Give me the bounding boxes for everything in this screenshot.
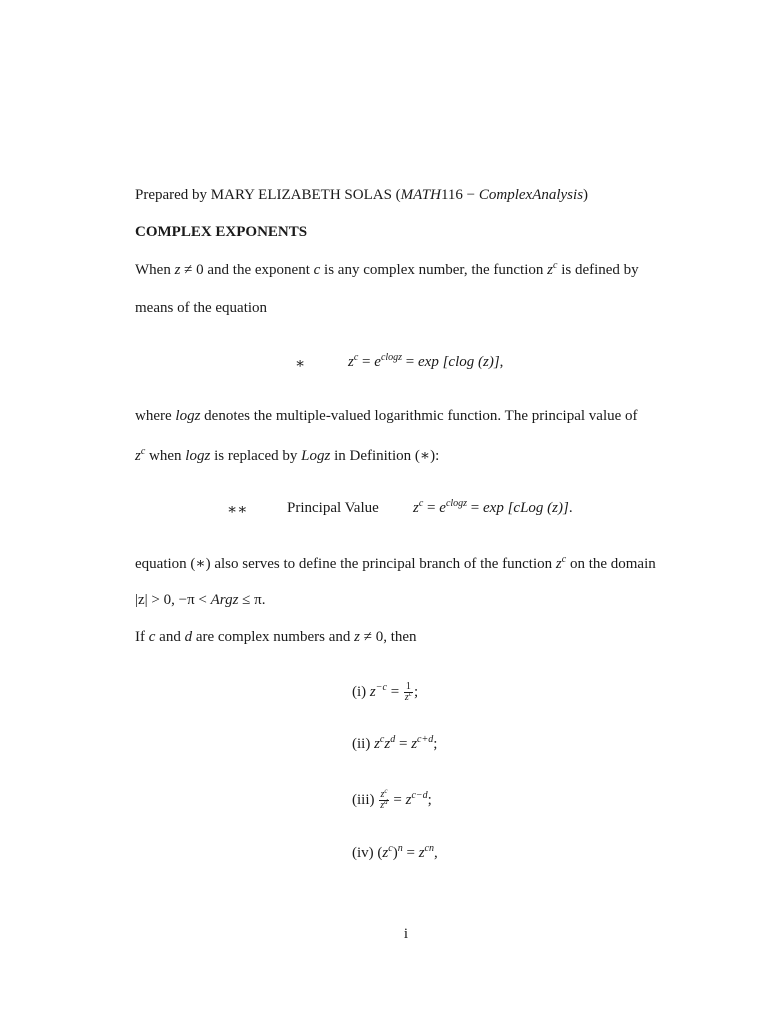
rule-label: (iii) <box>352 791 379 808</box>
var-argz: Argz <box>210 592 239 608</box>
exponent: d <box>384 798 388 806</box>
text: is defined by <box>557 262 639 278</box>
var-z: z <box>547 262 553 278</box>
exponent: c <box>553 260 558 271</box>
equals: = <box>423 500 440 516</box>
paragraph-1-line-1 <box>135 262 639 279</box>
rule-label: (ii) <box>352 736 375 752</box>
var-z: z <box>405 791 412 808</box>
punctuation: , <box>433 845 438 861</box>
var-z: z <box>369 683 376 700</box>
punctuation: ; <box>413 683 419 700</box>
text: ≤ π. <box>238 592 266 608</box>
punctuation: ; <box>433 736 438 752</box>
exponent: c+d <box>417 734 434 745</box>
var-z: z <box>354 629 360 645</box>
var-e: e <box>439 500 446 516</box>
exponent: clogz <box>445 498 468 509</box>
punctuation: , <box>499 354 504 370</box>
paragraph-3-line-1 <box>135 554 656 573</box>
var-z: z <box>413 500 419 516</box>
var-z: z <box>348 354 354 370</box>
rule-iii <box>352 787 432 811</box>
var-z: z <box>380 789 385 800</box>
text: If <box>135 629 149 645</box>
exponent: −c <box>375 681 387 693</box>
page-number: i <box>403 926 409 942</box>
exponent: c <box>384 787 388 795</box>
equation-2 <box>413 500 573 517</box>
dash: − <box>462 187 479 203</box>
denominator <box>404 690 413 703</box>
fraction <box>404 682 413 703</box>
text: where <box>135 408 176 424</box>
var-c: c <box>313 262 321 278</box>
prepared-by-text: Prepared by MARY ELIZABETH SOLAS ( <box>135 187 401 203</box>
text: and <box>155 629 185 645</box>
text: When <box>135 262 175 278</box>
exponent: c <box>418 498 424 509</box>
equals: = <box>467 500 484 516</box>
text: in Definition (∗): <box>330 448 440 464</box>
text: denotes the multiple-valued logarithmic function. The principal value of <box>200 408 638 424</box>
text: ≠ 0, then <box>359 629 417 645</box>
var-z: z <box>380 800 385 811</box>
var-z: z <box>174 262 181 278</box>
equation-1 <box>348 354 503 371</box>
var-logz: logz <box>185 448 211 464</box>
equation-2-label: ∗∗ <box>227 502 248 518</box>
equals: = <box>358 354 375 370</box>
exponent: c <box>353 352 359 363</box>
course-subject: ComplexAnalysis <box>478 187 584 203</box>
paragraph-2-line-1 <box>135 408 638 425</box>
text: is replaced by <box>210 448 302 464</box>
text: when <box>145 448 186 464</box>
text: are complex numbers and <box>192 629 355 645</box>
var-z: z <box>384 736 391 752</box>
var-e: e <box>374 354 381 370</box>
text: is any complex number, the function <box>320 262 548 278</box>
exp-function: exp <box>418 354 439 370</box>
var-z: z <box>411 736 418 752</box>
exp-argument: [clog (z)] <box>438 354 500 370</box>
equals: = <box>402 845 419 861</box>
exponent: n <box>397 843 403 854</box>
var-z: z <box>374 736 380 752</box>
equation-2-name: Principal Value <box>287 500 379 516</box>
exponent: cn <box>424 843 434 854</box>
var-z: z <box>418 845 425 861</box>
close-paren: ) <box>583 187 589 203</box>
exponent: c <box>140 446 146 457</box>
exp-function: exp <box>483 500 504 516</box>
rule-i <box>352 682 418 703</box>
numerator: 1 <box>404 682 413 693</box>
paragraph-3-line-2 <box>135 592 265 609</box>
course-number: 116 <box>440 187 463 203</box>
var-c: c <box>148 629 156 645</box>
text: equation (∗) also serves to define the principal branch of the function <box>135 556 556 572</box>
var-z: z <box>382 845 389 861</box>
fraction <box>379 787 388 811</box>
paren: ) <box>392 845 398 861</box>
exponent: c <box>379 734 385 745</box>
prepared-by-line <box>135 187 588 204</box>
exponent: c <box>561 554 567 565</box>
equals: = <box>389 791 406 808</box>
course-code: MATH <box>400 187 441 203</box>
punctuation: . <box>568 500 573 516</box>
rule-iv <box>352 845 438 862</box>
var-logz: logz <box>175 408 201 424</box>
var-z: z <box>135 448 141 464</box>
var-z: z <box>404 692 409 703</box>
equals: = <box>402 354 419 370</box>
exponent: clogz <box>380 352 403 363</box>
text: on the domain <box>566 556 656 572</box>
exponent: c <box>408 690 412 698</box>
text: |z| > 0, −π < <box>135 592 211 608</box>
rule-label: (iv) <box>352 845 378 861</box>
exponent: d <box>390 734 396 745</box>
exponent: c <box>388 843 393 854</box>
paragraph-2-line-2 <box>135 446 439 465</box>
rule-ii <box>352 736 437 753</box>
var-z: z <box>555 556 562 572</box>
paragraph-1-line-2: means of the equation <box>135 300 268 316</box>
var-Logz: Logz <box>301 448 331 464</box>
exp-argument: [cLog (z)] <box>503 500 569 516</box>
equals: = <box>395 736 412 752</box>
denominator <box>379 798 388 811</box>
equation-1-label: ∗ <box>295 356 306 372</box>
paragraph-4 <box>135 629 417 646</box>
equals: = <box>386 683 403 700</box>
exponent: c−d <box>411 789 428 801</box>
text: ≠ 0 and the exponent <box>180 262 314 278</box>
paren: ( <box>377 845 383 861</box>
section-title: COMPLEX EXPONENTS <box>135 224 308 240</box>
rule-label: (i) <box>352 683 370 700</box>
punctuation: ; <box>427 791 432 808</box>
var-d: d <box>184 629 193 645</box>
